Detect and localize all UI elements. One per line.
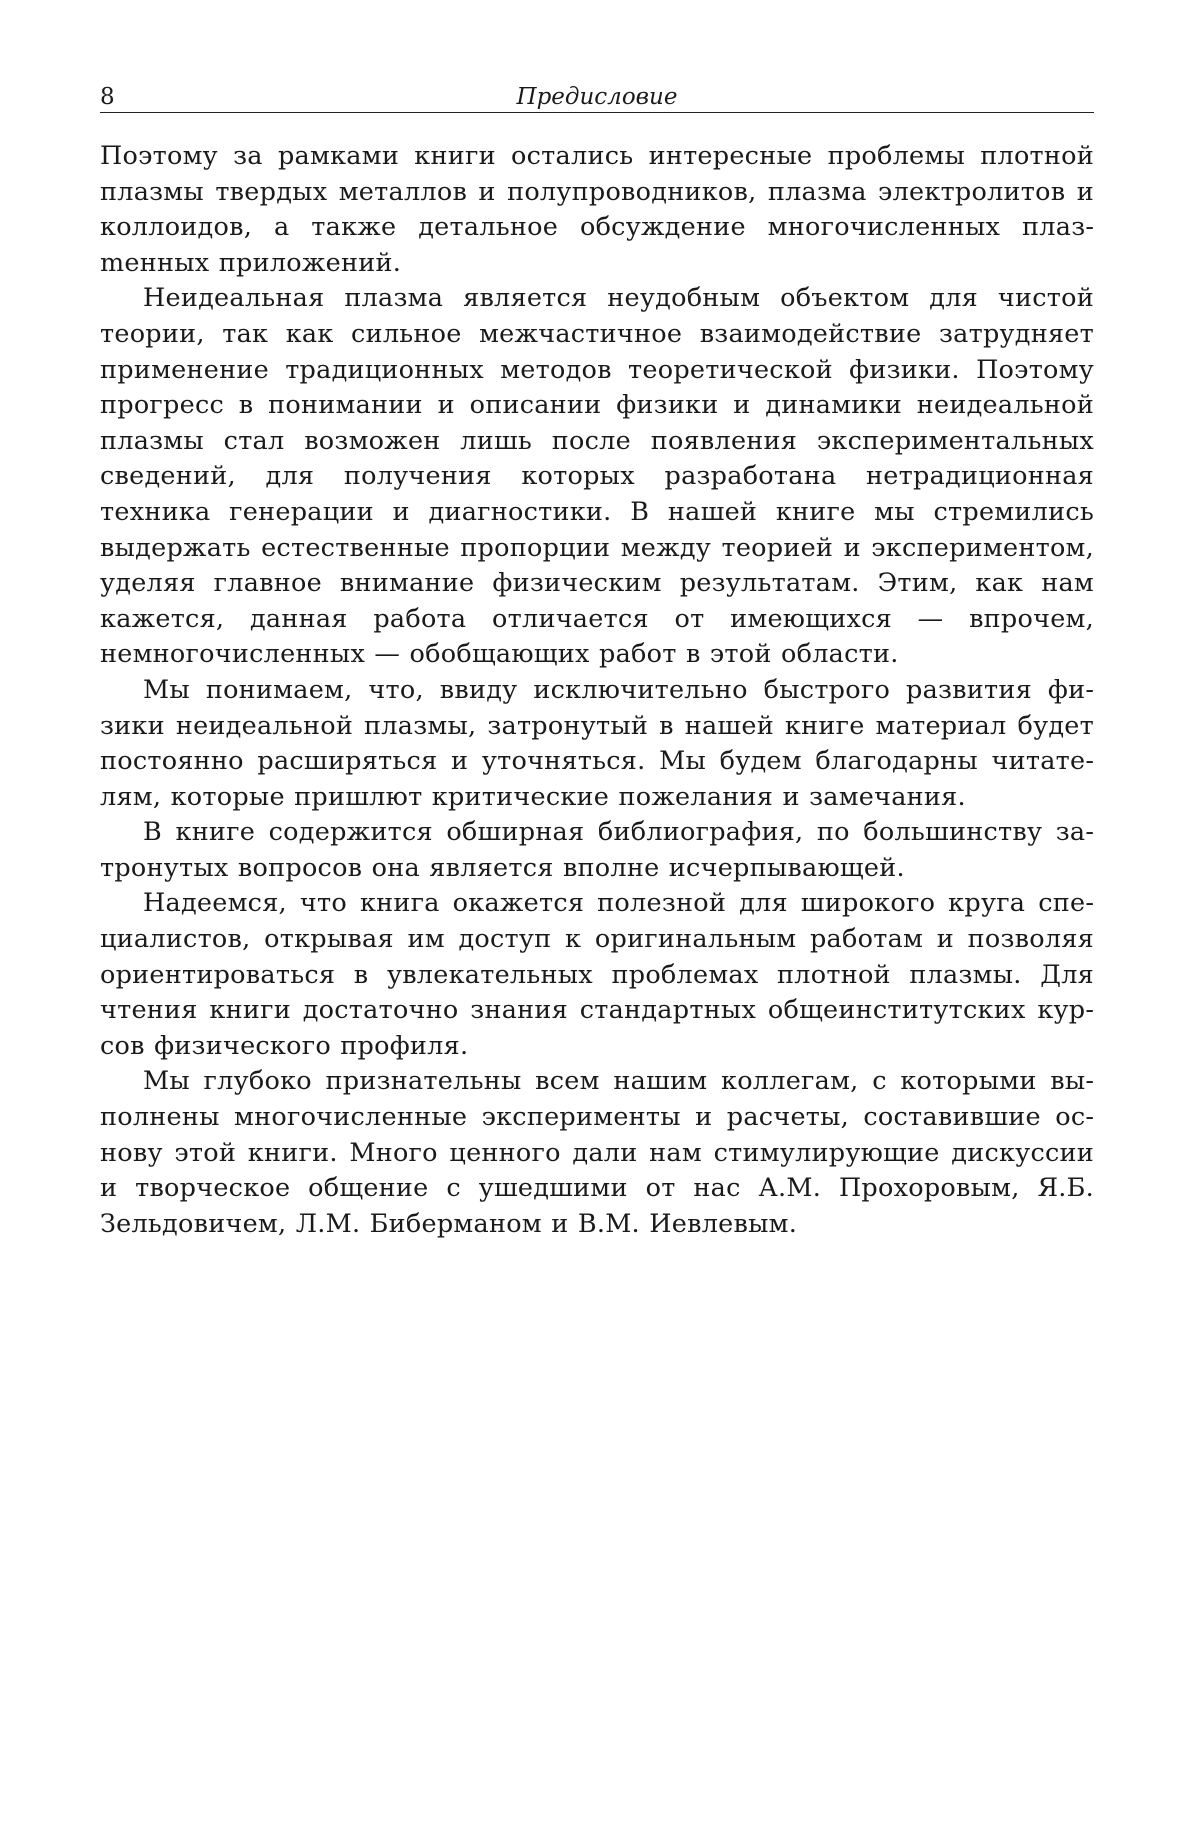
- paragraph-3: Мы понимаем, что, ввиду исключительно быстрого развития физики неидеальной плазмы, затронутый в нашей книге материал будет постоянно расширяться и уточняться. Мы будем благодарны читателям, которые пришлют критические пожелания и замечания.: [100, 674, 1094, 812]
- paragraph-6: Мы глубоко признательны всем нашим коллегам, с которыми выполнены многочисленные эксперименты и расчеты, составившие основу этой книги. Много ценного дали нам стимулирующие дискуссии и творческое общение с ушедшими от нас А.М. Прохоровым, Я.Б. Зельдовичем, Л.М. Биберманом и В.М. Иевлевым.: [100, 1066, 1094, 1239]
- paragraph-1: Поэтому за рамками книги остались интересные проблемы плотной плазмы твердых металлов и полупроводников, плазма электролитов и коллоидов, а также детальное обсуждение многочисленных плазmенных приложений.: [100, 141, 1094, 278]
- body-text: [100, 139, 1094, 1242]
- book-page: [100, 82, 1094, 1242]
- paragraph-2: Неидеальная плазма является неудобным объектом для чистой теории, так как сильное межчастичное взаимодействие затрудняет применение традиционных методов теоретической физики. Поэтому прогресс в понимании и описании физики и динамики неидеальной плазмы стал возможен лишь после появления экспериментальных сведений, для получения которых разработана нетрадиционная техника генерации и диагностики. В нашей книге мы стремились выдержать естественные пропорции между теорией и экспериментом, уделяя главное внимание физическим результатам. Этим, как нам кажется, данная работа отличается от имеющихся — впрочем, немногочисленных — обобщающих работ в этой области.: [100, 283, 1094, 670]
- paragraph-4: В книге содержится обширная библиография, по большинству затронутых вопросов она является вполне исчерпывающей.: [100, 817, 1094, 883]
- page-number: 8: [100, 84, 115, 110]
- section-title: Предисловие: [516, 84, 678, 110]
- paragraph-5: Надеемся, что книга окажется полезной для широкого круга специалистов, открывая им доступ к оригинальным работам и позволяя ориентироваться в увлекательных проблемах плотной плазмы. Для чтения книги достаточно знания стандартных общеинститутских курсов физического профиля.: [100, 888, 1094, 1061]
- running-head: [100, 82, 1094, 113]
